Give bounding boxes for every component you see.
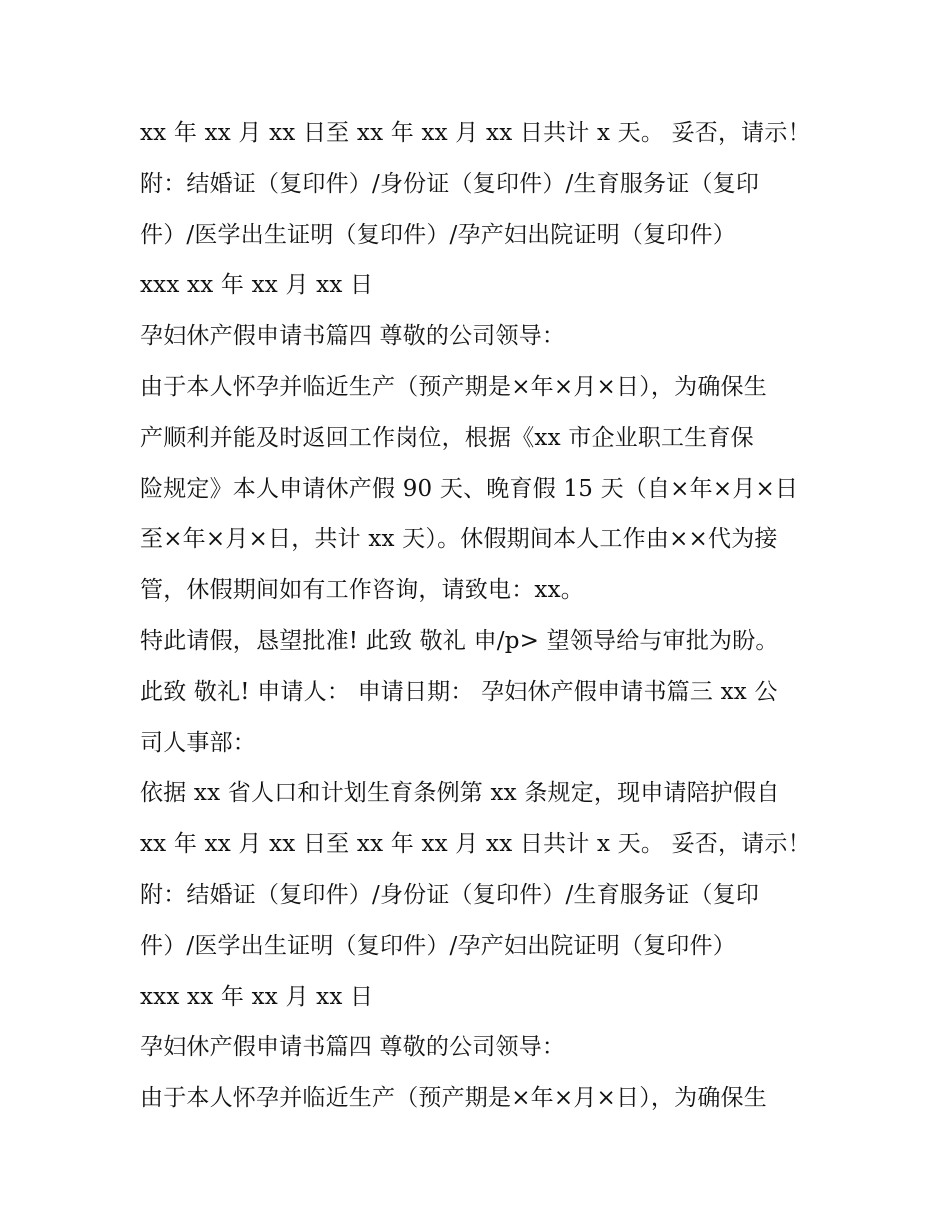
text-line: 管，休假期间如有工作咨询，请致电：xx。 bbox=[140, 577, 584, 604]
text-line: 依据 xx 省人口和计划生育条例第 xx 条规定，现申请陪护假自 bbox=[140, 780, 780, 807]
text-line: 至×年×月×日，共计 xx 天）。休假期间本人工作由××代为接 bbox=[140, 526, 778, 553]
text-line: 附：结婚证（复印件）/身份证（复印件）/生育服务证（复印 bbox=[140, 170, 760, 197]
text-line: 特此请假，恳望批准! 此致 敬礼 申/p> 望领导给与审批为盼。 bbox=[140, 627, 779, 654]
text-line: 件）/医学出生证明（复印件）/孕产妇出院证明（复印件） bbox=[140, 932, 736, 959]
text-line: 附：结婚证（复印件）/身份证（复印件）/生育服务证（复印 bbox=[140, 881, 760, 908]
text-line: 险规定》本人申请休产假 90 天、晚育假 15 天（自×年×月×日 bbox=[140, 475, 799, 502]
text-line: xx 年 xx 月 xx 日至 xx 年 xx 月 xx 日共计 x 天。 妥否，请示！ bbox=[140, 120, 811, 146]
text-line: xxx xx 年 xx 月 xx 日 bbox=[140, 272, 374, 299]
text-line: 此致 敬礼! 申请人： 申请日期： 孕妇休产假申请书篇三 xx 公 bbox=[140, 678, 778, 705]
section-heading-line: 孕妇休产假申请书篇四 尊敬的公司领导： bbox=[140, 323, 566, 350]
text-line: 件）/医学出生证明（复印件）/孕产妇出院证明（复印件） bbox=[140, 221, 736, 248]
text-line: 司人事部： bbox=[140, 729, 256, 756]
text-line: 由于本人怀孕并临近生产（预产期是×年×月×日），为确保生 bbox=[140, 373, 767, 400]
document-body bbox=[140, 108, 820, 1124]
text-line: 由于本人怀孕并临近生产（预产期是×年×月×日），为确保生 bbox=[140, 1085, 767, 1112]
text-line: xx 年 xx 月 xx 日至 xx 年 xx 月 xx 日共计 x 天。 妥否，请示！ bbox=[140, 831, 811, 858]
text-line: 产顺利并能及时返回工作岗位，根据《xx 市企业职工生育保 bbox=[140, 424, 754, 451]
text-line: xxx xx 年 xx 月 xx 日 bbox=[140, 983, 374, 1010]
section-heading-line: 孕妇休产假申请书篇四 尊敬的公司领导： bbox=[140, 1034, 566, 1061]
